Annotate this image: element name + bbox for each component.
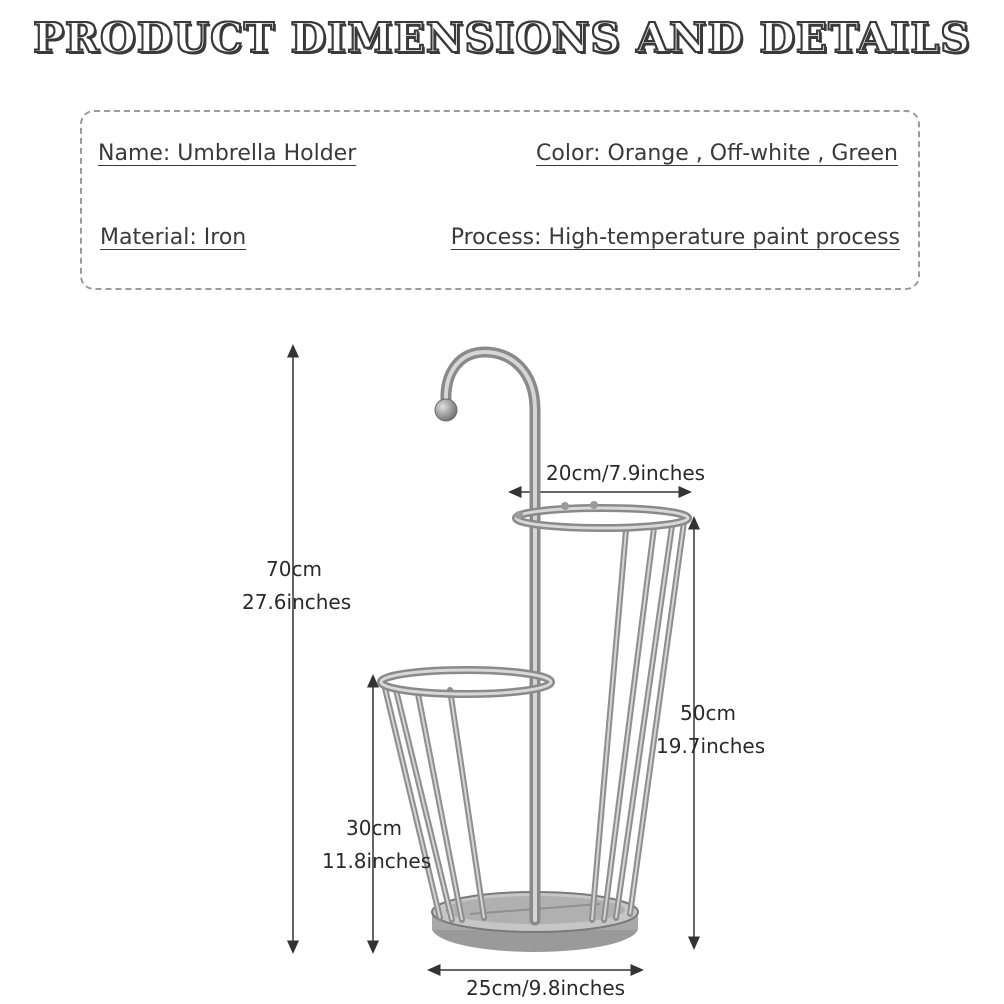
- product-name: Name: Umbrella Holder: [98, 141, 357, 166]
- top-ring-width-label: 20cm/7.9inches: [546, 461, 706, 485]
- short-section-rods: [384, 684, 484, 920]
- lower-ring: [381, 670, 551, 694]
- tall-section-cm-label: 50cm: [680, 701, 736, 725]
- total-height-cm-label: 70cm: [266, 557, 322, 581]
- base-width-label: 25cm/9.8inches: [466, 976, 626, 1000]
- product-process: Process: High-temperature paint process: [450, 225, 900, 250]
- top-ring: [515, 501, 688, 528]
- short-section-in-label: 11.8inches: [322, 849, 432, 873]
- total-height-in-label: 27.6inches: [242, 590, 352, 614]
- short-section-cm-label: 30cm: [346, 816, 402, 840]
- page-title: PRODUCT DIMENSIONS AND DETAILS: [33, 14, 971, 62]
- product-color: Color: Orange , Off-white , Green: [536, 141, 898, 166]
- central-pole: [435, 352, 535, 920]
- product-material: Material: Iron: [100, 225, 247, 250]
- tall-section-in-label: 19.7inches: [656, 734, 766, 758]
